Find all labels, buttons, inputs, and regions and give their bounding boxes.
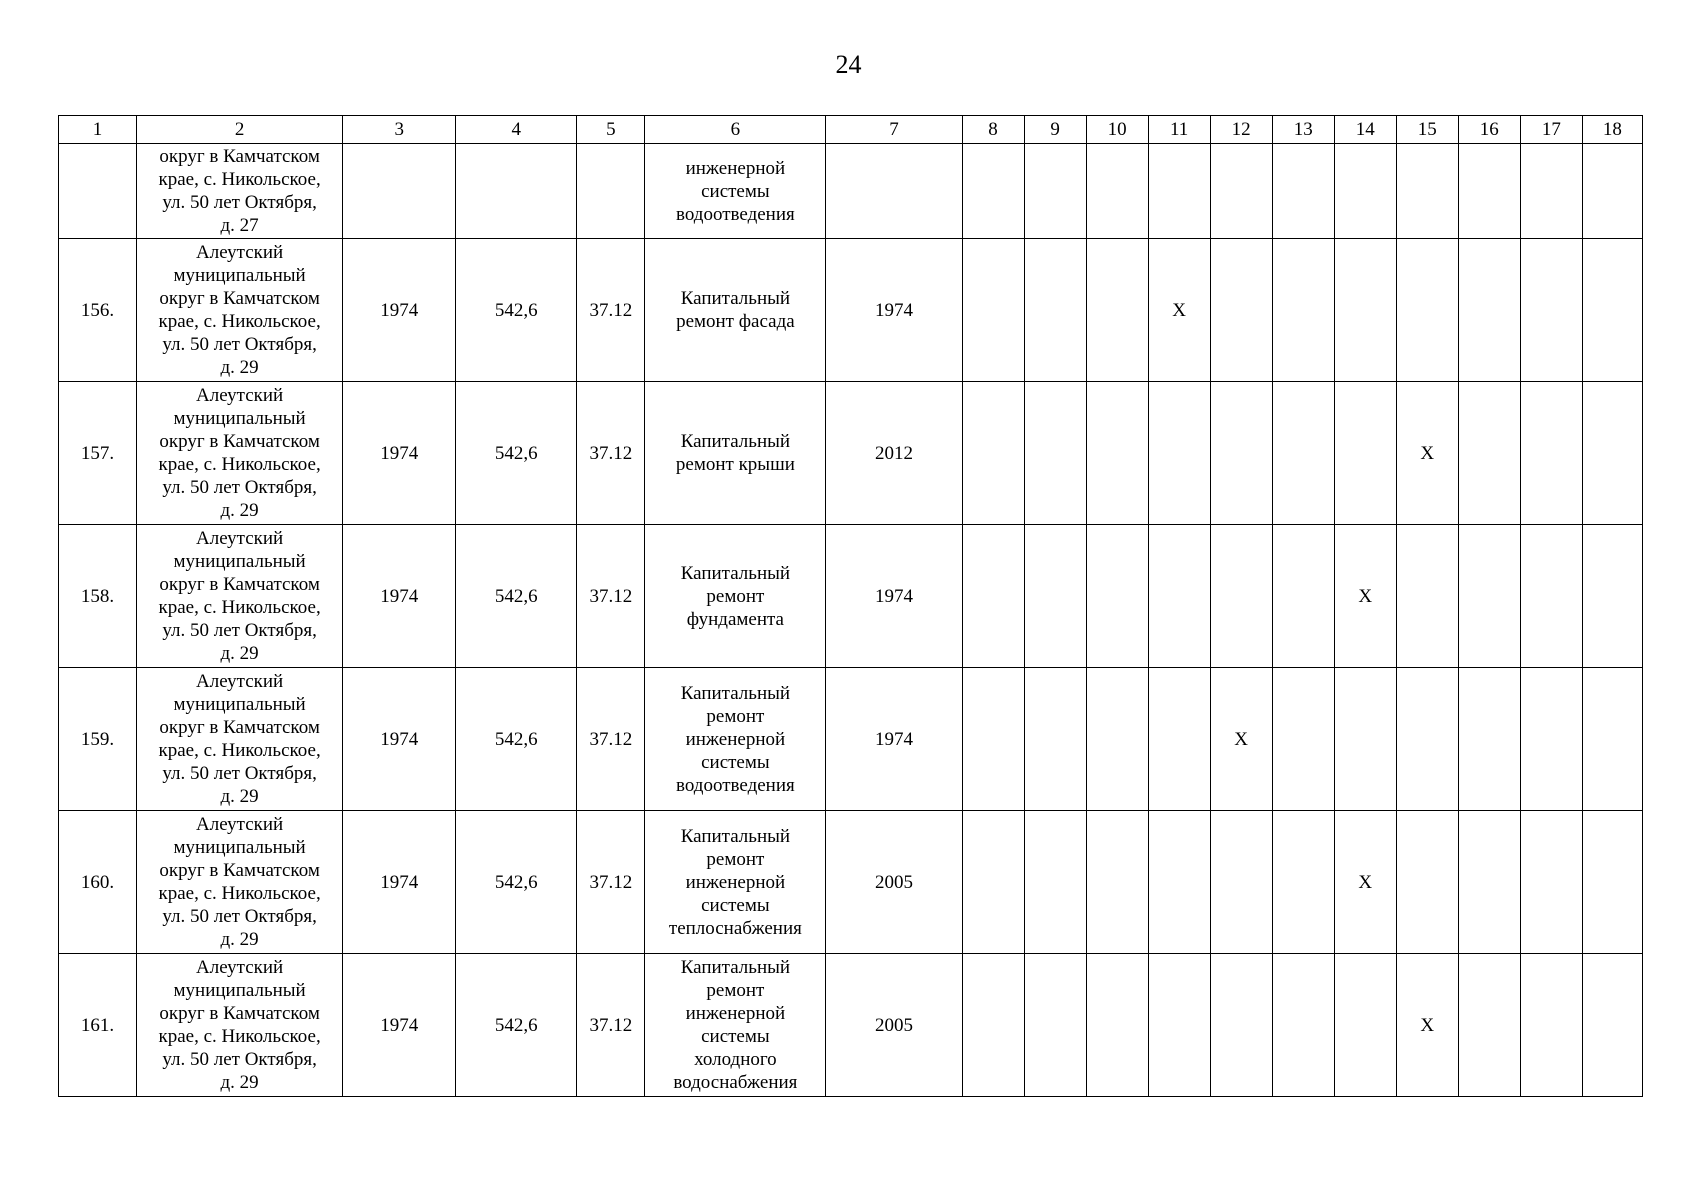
year-built-cell: 1974 — [343, 525, 456, 668]
period-mark-cell — [1396, 239, 1458, 382]
period-mark-cell — [1024, 144, 1086, 239]
table-row — [59, 382, 1643, 525]
period-mark-cell — [1520, 811, 1582, 954]
code-cell: 37.12 — [577, 239, 645, 382]
period-mark-cell — [1458, 525, 1520, 668]
area-cell: 542,6 — [456, 811, 577, 954]
period-mark-cell — [1458, 811, 1520, 954]
period-mark-cell — [1334, 239, 1396, 382]
period-mark-cell — [1582, 525, 1642, 668]
period-mark-cell — [1582, 382, 1642, 525]
period-mark-cell — [962, 525, 1024, 668]
period-mark-cell — [1582, 668, 1642, 811]
year-cell: 2005 — [826, 811, 962, 954]
period-mark-cell: X — [1396, 382, 1458, 525]
period-mark-cell — [962, 954, 1024, 1097]
period-mark-cell — [1458, 954, 1520, 1097]
period-mark-cell — [1210, 144, 1272, 239]
column-header: 17 — [1520, 116, 1582, 144]
period-mark-cell — [1148, 811, 1210, 954]
column-header: 7 — [826, 116, 962, 144]
period-mark-cell — [1520, 954, 1582, 1097]
period-mark-cell — [1210, 525, 1272, 668]
period-mark-cell — [1024, 954, 1086, 1097]
table-row — [59, 954, 1643, 1097]
row-number-cell: 160. — [59, 811, 137, 954]
column-header: 8 — [962, 116, 1024, 144]
year-built-cell: 1974 — [343, 668, 456, 811]
period-mark-cell — [1086, 668, 1148, 811]
column-header: 10 — [1086, 116, 1148, 144]
period-mark-cell — [1148, 144, 1210, 239]
year-cell: 1974 — [826, 525, 962, 668]
period-mark-cell — [1334, 144, 1396, 239]
table-row — [59, 811, 1643, 954]
period-mark-cell: X — [1396, 954, 1458, 1097]
work-type-cell: Капитальный ремонт крыши — [645, 382, 826, 525]
table-body — [59, 144, 1643, 1097]
period-mark-cell — [1086, 144, 1148, 239]
code-cell: 37.12 — [577, 668, 645, 811]
area-cell: 542,6 — [456, 382, 577, 525]
work-type-cell: Капитальный ремонт инженерной системы холодного водоснабжения — [645, 954, 826, 1097]
year-cell: 2005 — [826, 954, 962, 1097]
year-cell: 2012 — [826, 382, 962, 525]
period-mark-cell — [1272, 144, 1334, 239]
code-cell: 37.12 — [577, 525, 645, 668]
column-header: 6 — [645, 116, 826, 144]
period-mark-cell — [1458, 668, 1520, 811]
period-mark-cell — [1024, 239, 1086, 382]
row-number-cell — [59, 144, 137, 239]
period-mark-cell: X — [1334, 525, 1396, 668]
area-cell — [456, 144, 577, 239]
period-mark-cell — [1210, 954, 1272, 1097]
period-mark-cell — [1334, 954, 1396, 1097]
period-mark-cell: X — [1334, 811, 1396, 954]
year-built-cell: 1974 — [343, 811, 456, 954]
period-mark-cell — [1148, 382, 1210, 525]
year-cell — [826, 144, 962, 239]
column-header: 11 — [1148, 116, 1210, 144]
row-number-cell: 157. — [59, 382, 137, 525]
period-mark-cell — [1086, 239, 1148, 382]
column-header: 9 — [1024, 116, 1086, 144]
period-mark-cell — [1024, 811, 1086, 954]
period-mark-cell — [1520, 668, 1582, 811]
table-row — [59, 525, 1643, 668]
year-cell: 1974 — [826, 239, 962, 382]
address-cell: Алеутский муниципальный округ в Камчатском крае, с. Никольское, ул. 50 лет Октября, д. 29 — [137, 239, 343, 382]
year-built-cell: 1974 — [343, 382, 456, 525]
column-header: 3 — [343, 116, 456, 144]
header-row — [59, 116, 1643, 144]
code-cell: 37.12 — [577, 811, 645, 954]
address-cell: Алеутский муниципальный округ в Камчатском крае, с. Никольское, ул. 50 лет Октября, д. 29 — [137, 382, 343, 525]
work-type-cell: Капитальный ремонт инженерной системы водоотведения — [645, 668, 826, 811]
address-cell: округ в Камчатском крае, с. Никольское, ул. 50 лет Октября, д. 27 — [137, 144, 343, 239]
column-header: 18 — [1582, 116, 1642, 144]
period-mark-cell — [1272, 668, 1334, 811]
column-header: 16 — [1458, 116, 1520, 144]
work-type-cell: Капитальный ремонт фасада — [645, 239, 826, 382]
period-mark-cell — [1520, 239, 1582, 382]
address-cell: Алеутский муниципальный округ в Камчатском крае, с. Никольское, ул. 50 лет Октября, д. 29 — [137, 668, 343, 811]
column-header: 2 — [137, 116, 343, 144]
year-built-cell: 1974 — [343, 954, 456, 1097]
code-cell: 37.12 — [577, 382, 645, 525]
column-header: 12 — [1210, 116, 1272, 144]
period-mark-cell — [1396, 811, 1458, 954]
period-mark-cell — [1086, 382, 1148, 525]
area-cell: 542,6 — [456, 668, 577, 811]
capital-repair-table — [58, 115, 1643, 1097]
address-cell: Алеутский муниципальный округ в Камчатском крае, с. Никольское, ул. 50 лет Октября, д. 29 — [137, 525, 343, 668]
period-mark-cell — [1024, 668, 1086, 811]
period-mark-cell — [962, 239, 1024, 382]
area-cell: 542,6 — [456, 525, 577, 668]
period-mark-cell — [962, 668, 1024, 811]
column-header: 5 — [577, 116, 645, 144]
period-mark-cell — [1210, 811, 1272, 954]
column-header: 1 — [59, 116, 137, 144]
year-built-cell — [343, 144, 456, 239]
period-mark-cell — [1334, 668, 1396, 811]
year-cell: 1974 — [826, 668, 962, 811]
period-mark-cell — [1520, 525, 1582, 668]
period-mark-cell — [1582, 954, 1642, 1097]
address-cell: Алеутский муниципальный округ в Камчатском крае, с. Никольское, ул. 50 лет Октября, д. 29 — [137, 811, 343, 954]
period-mark-cell — [1520, 144, 1582, 239]
period-mark-cell — [1148, 954, 1210, 1097]
column-header: 4 — [456, 116, 577, 144]
period-mark-cell — [1396, 525, 1458, 668]
period-mark-cell — [1210, 382, 1272, 525]
table-row — [59, 668, 1643, 811]
row-number-cell: 161. — [59, 954, 137, 1097]
period-mark-cell — [1582, 239, 1642, 382]
period-mark-cell — [1024, 382, 1086, 525]
period-mark-cell — [1396, 668, 1458, 811]
period-mark-cell — [962, 144, 1024, 239]
period-mark-cell — [1086, 811, 1148, 954]
area-cell: 542,6 — [456, 239, 577, 382]
column-header: 13 — [1272, 116, 1334, 144]
period-mark-cell — [1272, 525, 1334, 668]
period-mark-cell — [1582, 811, 1642, 954]
work-type-cell: Капитальный ремонт фундамента — [645, 525, 826, 668]
period-mark-cell — [1272, 239, 1334, 382]
period-mark-cell — [1024, 525, 1086, 668]
period-mark-cell — [1458, 239, 1520, 382]
period-mark-cell — [1458, 144, 1520, 239]
period-mark-cell — [1086, 954, 1148, 1097]
page-number: 24 — [835, 50, 862, 79]
period-mark-cell — [1148, 668, 1210, 811]
period-mark-cell — [1210, 239, 1272, 382]
table-row — [59, 239, 1643, 382]
period-mark-cell — [1582, 144, 1642, 239]
row-number-cell: 156. — [59, 239, 137, 382]
area-cell: 542,6 — [456, 954, 577, 1097]
period-mark-cell — [1272, 954, 1334, 1097]
period-mark-cell — [962, 382, 1024, 525]
row-number-cell: 159. — [59, 668, 137, 811]
period-mark-cell — [1272, 811, 1334, 954]
code-cell — [577, 144, 645, 239]
work-type-cell: Капитальный ремонт инженерной системы теплоснабжения — [645, 811, 826, 954]
period-mark-cell: X — [1148, 239, 1210, 382]
period-mark-cell — [962, 811, 1024, 954]
table-header — [59, 116, 1643, 144]
row-number-cell: 158. — [59, 525, 137, 668]
code-cell: 37.12 — [577, 954, 645, 1097]
period-mark-cell — [1396, 144, 1458, 239]
column-header: 14 — [1334, 116, 1396, 144]
period-mark-cell — [1458, 382, 1520, 525]
address-cell: Алеутский муниципальный округ в Камчатском крае, с. Никольское, ул. 50 лет Октября, д. 29 — [137, 954, 343, 1097]
work-type-cell: инженерной системы водоотведения — [645, 144, 826, 239]
column-header: 15 — [1396, 116, 1458, 144]
period-mark-cell: X — [1210, 668, 1272, 811]
period-mark-cell — [1086, 525, 1148, 668]
period-mark-cell — [1520, 382, 1582, 525]
period-mark-cell — [1272, 382, 1334, 525]
year-built-cell: 1974 — [343, 239, 456, 382]
table-row — [59, 144, 1643, 239]
period-mark-cell — [1334, 382, 1396, 525]
period-mark-cell — [1148, 525, 1210, 668]
